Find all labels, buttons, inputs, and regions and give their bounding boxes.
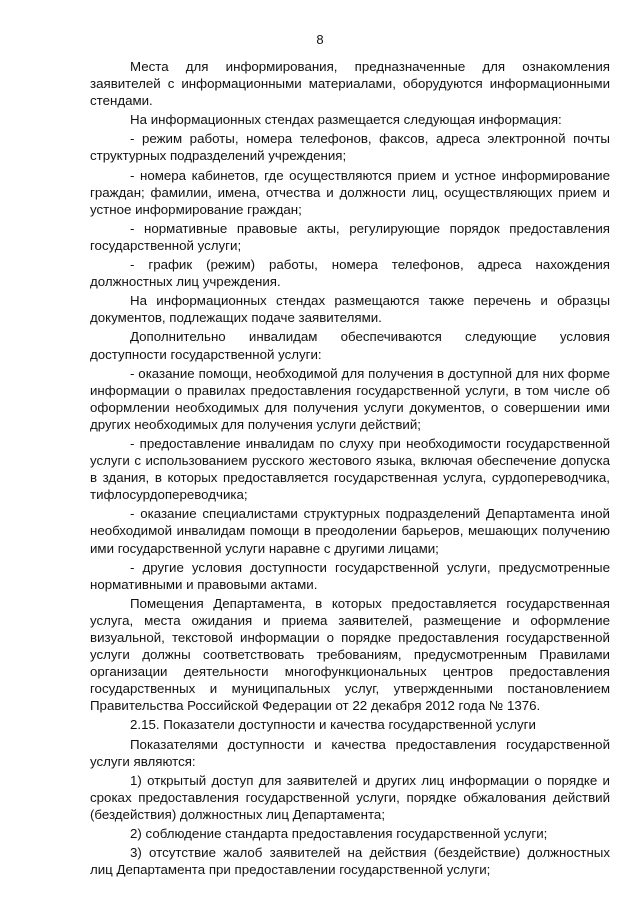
list-item-work-mode: - режим работы, номера телефонов, факсов, адреса электронной почты структурных подразделений учреждения; <box>90 131 610 164</box>
section-heading-2-15: 2.15. Показатели доступности и качества государственной услуги <box>130 717 536 733</box>
paragraph-documents-list: На информационных стендах размещаются также перечень и образцы документов, подлежащих подаче заявителями. <box>90 293 610 326</box>
list-item-no-complaints: 3) отсутствие жалоб заявителей на действия (бездействие) должностных лиц Департамента при предоставлении государственной услуги; <box>90 845 610 878</box>
list-item-specialist-help: - оказание специалистами структурных подразделений Департамента иной необходимой инвалидам помощи в преодолении барьеров, мешающих получению ими государственной услуги наравне с другими лицами; <box>90 506 610 556</box>
paragraph-indicators: Показателями доступности и качества предоставления государственной услуги являются: <box>90 736 610 769</box>
list-item-standard-compliance: 2) соблюдение стандарта предоставления государственной услуги; <box>130 826 548 842</box>
list-item-cabinets: - номера кабинетов, где осуществляются прием и устное информирование граждан; фамилии, имена, отчества и должности лиц, осуществляющих прием и устное информирование граждан; <box>90 167 610 217</box>
document-body <box>90 58 610 880</box>
paragraph-disabled-conditions: Дополнительно инвалидам обеспечиваются следующие условия доступности государственной услуги: <box>90 329 610 362</box>
list-item-other-conditions: - другие условия доступности государственной услуги, предусмотренные нормативными и правовыми актами. <box>90 559 610 592</box>
list-item-open-access: 1) открытый доступ для заявителей и других лиц информации о порядке и сроках предоставления государственной услуги, порядке обжалования действий (бездействия) должностных лиц Департамента; <box>90 772 610 822</box>
paragraph-premises: Помещения Департамента, в которых предоставляется государственная услуга, места ожидания и приема заявителей, размещение и оформление визуальной, текстовой информации о порядке предоставления государственной услуги должны соответствовать требованиям, предусмотренным Правилами организации деятельности многофункциональных центров предоставления государственных и муниципальных услуг, утвержденными постановлением Правительства Российской Федерации от 22 декабря 2012 года № 1376. <box>90 595 610 714</box>
paragraph-stands-info: На информационных стендах размещается следующая информация: <box>130 112 562 128</box>
list-item-schedule: - график (режим) работы, номера телефонов, адреса нахождения должностных лиц учреждения. <box>90 257 610 290</box>
page-number: 8 <box>316 32 324 47</box>
list-item-sign-language: - предоставление инвалидам по слуху при необходимости государственной услуги с использованием русского жестового языка, включая обеспечение допуска в здания, в которых предоставляется государственная услуга, сурдопереводчика, тифлосурдопереводчика; <box>90 435 610 503</box>
list-item-legal-acts: - нормативные правовые акты, регулирующие порядок предоставления государственной услуги; <box>90 220 610 253</box>
list-item-assistance: - оказание помощи, необходимой для получения в доступной для них форме информации о правилах предоставления государственной услуги, в том числе об оформлении необходимых для получения услуги документов, о совершении ими других необходимых для получения услуги действий; <box>90 365 610 432</box>
paragraph-info-places: Места для информирования, предназначенные для ознакомления заявителей с информационными материалами, оборудуются информационными стендами. <box>90 59 610 109</box>
